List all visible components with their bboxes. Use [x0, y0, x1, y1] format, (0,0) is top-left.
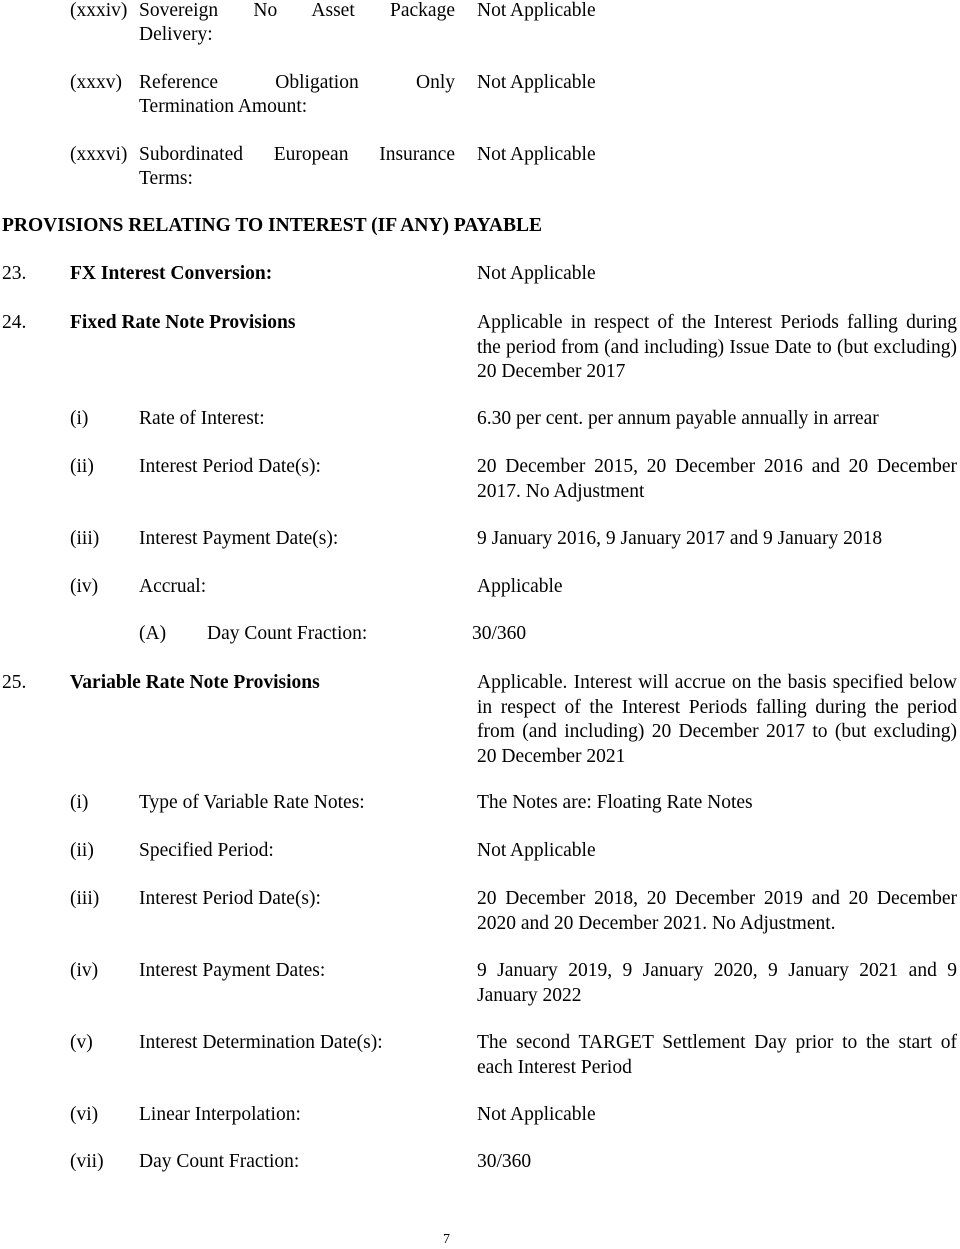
item-number: (iv): [70, 576, 99, 597]
section-number: 23.: [2, 263, 27, 284]
item-number: (ii): [70, 456, 94, 477]
item-value: 9 January 2019, 9 January 2020, 9 January 2021 and 9 January 2022: [477, 960, 957, 1006]
item-label: Interest Period Date(s):: [139, 888, 321, 909]
section-heading: PROVISIONS RELATING TO INTEREST (IF ANY) PAYABLE: [2, 215, 543, 236]
item-label-cont: Terms:: [139, 168, 193, 189]
subitem-value: 30/360: [472, 623, 527, 644]
section-value: Applicable in respect of the Interest Periods falling during the period from (and including) Issue Date to (but excluding) 20 December 2017: [477, 312, 957, 382]
item-number: (i): [70, 792, 89, 813]
item-value: The Notes are: Floating Rate Notes: [477, 792, 753, 813]
item-label: Interest Payment Date(s):: [139, 528, 339, 549]
item-label: Interest Payment Dates:: [139, 960, 326, 981]
section-value: Applicable. Interest will accrue on the basis specified below in respect of the Interest Periods falling during the period from (and including) 20 December 2017 to (but excluding) 20 December 2021: [477, 672, 957, 767]
section-number: 25.: [2, 672, 27, 693]
section-value: Not Applicable: [477, 263, 596, 284]
item-value: 9 January 2016, 9 January 2017 and 9 January 2018: [477, 528, 883, 549]
item-label: Accrual:: [139, 576, 207, 597]
item-number: (iv): [70, 960, 99, 981]
page-number: 7: [443, 1232, 450, 1247]
item-number: (iii): [70, 888, 100, 909]
subitem-number: (A): [139, 623, 167, 644]
item-number: (xxxv): [70, 72, 122, 93]
item-number: (v): [70, 1032, 93, 1053]
item-number: (iii): [70, 528, 100, 549]
item-value: Not Applicable: [477, 1104, 596, 1125]
item-label: Linear Interpolation:: [139, 1104, 301, 1125]
section-title: Fixed Rate Note Provisions: [70, 312, 296, 333]
item-number: (vi): [70, 1104, 99, 1125]
item-value: Applicable: [477, 576, 563, 597]
item-label: Sovereign No Asset Package: [139, 0, 455, 21]
item-value: 6.30 per cent. per annum payable annually in arrear: [477, 408, 879, 429]
item-label-cont: Termination Amount:: [139, 96, 308, 117]
item-number: (xxxvi): [70, 144, 128, 165]
item-value: Not Applicable: [477, 0, 596, 21]
item-value: 20 December 2018, 20 December 2019 and 20 December 2020 and 20 December 2021. No Adjustment.: [477, 888, 957, 934]
item-value: Not Applicable: [477, 840, 596, 861]
section-title: Variable Rate Note Provisions: [70, 672, 320, 693]
item-label: Interest Determination Date(s):: [139, 1032, 383, 1053]
item-value: 30/360: [477, 1151, 532, 1172]
item-label: Subordinated European Insurance: [139, 144, 455, 165]
item-label: Day Count Fraction:: [139, 1151, 300, 1172]
item-label: Rate of Interest:: [139, 408, 265, 429]
item-label: Reference Obligation Only: [139, 72, 455, 93]
item-value: The second TARGET Settlement Day prior to the start of each Interest Period: [477, 1032, 957, 1078]
item-number: (i): [70, 408, 89, 429]
section-number: 24.: [2, 312, 27, 333]
item-number: (xxxiv): [70, 0, 128, 21]
item-value: 20 December 2015, 20 December 2016 and 20 December 2017. No Adjustment: [477, 456, 957, 502]
item-value: Not Applicable: [477, 144, 596, 165]
subitem-label: Day Count Fraction:: [207, 623, 368, 644]
item-label: Type of Variable Rate Notes:: [139, 792, 365, 813]
item-label: Interest Period Date(s):: [139, 456, 321, 477]
item-number: (vii): [70, 1151, 104, 1172]
section-title: FX Interest Conversion:: [70, 263, 273, 284]
item-number: (ii): [70, 840, 94, 861]
item-value: Not Applicable: [477, 72, 596, 93]
item-label: Specified Period:: [139, 840, 274, 861]
item-label-cont: Delivery:: [139, 24, 213, 45]
